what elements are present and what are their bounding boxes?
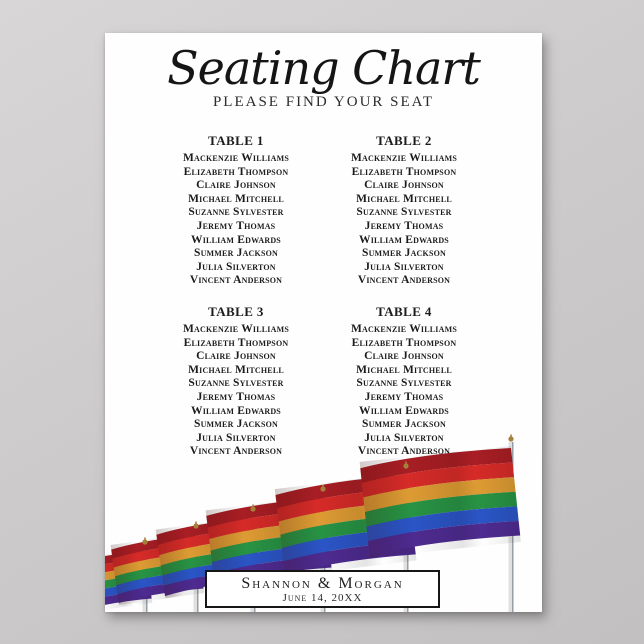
guest-name: William Edwards bbox=[359, 404, 449, 417]
table-1-heading: TABLE 1 bbox=[208, 133, 264, 148]
guest-name: Michael Mitchell bbox=[188, 192, 284, 205]
guest-name: Claire Johnson bbox=[364, 179, 444, 192]
table-2-section bbox=[320, 133, 488, 288]
guest-name: Jeremy Thomas bbox=[364, 219, 444, 232]
table-4-heading: TABLE 4 bbox=[376, 303, 432, 319]
rainbow-flag bbox=[360, 446, 521, 558]
guest-name: Elizabeth Thompson bbox=[183, 165, 289, 178]
guest-name: Mackenzie Williams bbox=[183, 322, 289, 335]
guest-name: Mackenzie Williams bbox=[351, 152, 457, 164]
guest-name: Claire Johnson bbox=[364, 350, 444, 363]
guest-name: Claire Johnson bbox=[196, 179, 276, 192]
table-2-heading: TABLE 2 bbox=[376, 133, 432, 148]
guest-name: Michael Mitchell bbox=[188, 363, 284, 376]
guest-name: William Edwards bbox=[191, 404, 281, 417]
guest-name: Suzanne Sylvester bbox=[356, 377, 452, 390]
guest-name: Julia Silverton bbox=[364, 431, 444, 444]
event-date: June 14, 20XX bbox=[282, 591, 363, 604]
guest-name: Michael Mitchell bbox=[356, 363, 452, 376]
tables-grid bbox=[152, 133, 488, 459]
guest-name: Julia Silverton bbox=[364, 260, 444, 273]
guest-name: Mackenzie Williams bbox=[183, 152, 289, 164]
guest-name: Elizabeth Thompson bbox=[351, 336, 457, 349]
guest-name: Julia Silverton bbox=[196, 260, 276, 273]
guest-name: Vincent Anderson bbox=[189, 445, 283, 458]
guest-name: Elizabeth Thompson bbox=[351, 165, 457, 178]
guest-name: Summer Jackson bbox=[193, 247, 279, 260]
couple-names-plaque bbox=[205, 570, 440, 608]
guest-name: Summer Jackson bbox=[193, 418, 279, 431]
guest-name: Jeremy Thomas bbox=[364, 390, 444, 403]
guest-name: Michael Mitchell bbox=[356, 192, 452, 205]
guest-name: Suzanne Sylvester bbox=[188, 377, 284, 390]
poster-title: Seating Chart bbox=[167, 41, 480, 95]
guest-name: Summer Jackson bbox=[361, 247, 447, 260]
guest-name: Vincent Anderson bbox=[189, 274, 283, 287]
table-3-heading: TABLE 3 bbox=[208, 303, 264, 319]
guest-name: Vincent Anderson bbox=[357, 274, 451, 287]
guest-name: Suzanne Sylvester bbox=[356, 206, 452, 219]
guest-name: Julia Silverton bbox=[196, 431, 276, 444]
guest-name: Jeremy Thomas bbox=[196, 390, 276, 403]
guest-name: Suzanne Sylvester bbox=[188, 206, 284, 219]
couple-names: Shannon & Morgan bbox=[241, 574, 404, 592]
guest-name: William Edwards bbox=[359, 233, 449, 246]
guest-name: Summer Jackson bbox=[361, 418, 447, 431]
guest-name: Jeremy Thomas bbox=[196, 219, 276, 232]
poster-subtitle: PLEASE FIND YOUR SEAT bbox=[212, 93, 435, 110]
table-1-section bbox=[152, 133, 320, 288]
guest-name: Mackenzie Williams bbox=[351, 322, 457, 335]
guest-name: Elizabeth Thompson bbox=[183, 336, 289, 349]
guest-name: Claire Johnson bbox=[196, 350, 276, 363]
guest-name: William Edwards bbox=[191, 233, 281, 246]
guest-name: Vincent Anderson bbox=[357, 445, 451, 458]
seating-chart-poster bbox=[105, 33, 542, 612]
